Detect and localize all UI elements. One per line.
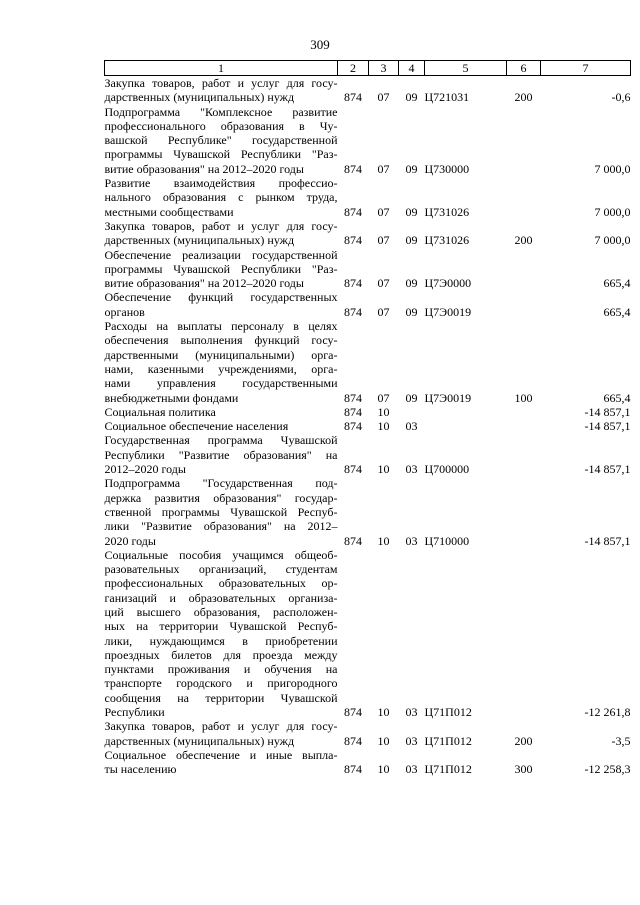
row-name-line: Подпрограмма "Комплексное развитие bbox=[104, 104, 338, 119]
ministry-code: 874 bbox=[344, 161, 362, 176]
column-header: 1 bbox=[105, 61, 338, 76]
table-row bbox=[105, 105, 631, 176]
row-name-line: Республики bbox=[104, 705, 165, 720]
table-row bbox=[105, 548, 631, 720]
amount-value: -14 857,1 bbox=[584, 462, 631, 477]
target-article-code: Ц731026 bbox=[424, 233, 470, 248]
row-name-line: держка развития образования" государ- bbox=[104, 490, 338, 505]
row-name-line: ты населению bbox=[104, 762, 177, 777]
row-name bbox=[105, 176, 338, 219]
expense-type-code bbox=[507, 476, 541, 547]
column-header: 3 bbox=[369, 61, 399, 76]
row-name-line: 2020 годы bbox=[104, 533, 156, 548]
ministry-code: 874 bbox=[344, 705, 362, 720]
target-article-code: Ц721031 bbox=[424, 90, 470, 105]
expense-type-code: 200 bbox=[514, 233, 533, 248]
expense-type-code bbox=[507, 548, 541, 720]
row-name bbox=[105, 405, 338, 419]
row-name-line: нального образования с рынком труда, bbox=[104, 190, 338, 205]
table-row bbox=[105, 419, 631, 433]
row-name-line: лики "Развитие образования" на 2012– bbox=[104, 519, 338, 534]
target-article-code: Ц71П012 bbox=[424, 733, 472, 748]
ministry-code: 874 bbox=[344, 304, 362, 319]
table-row bbox=[105, 176, 631, 219]
ministry-code: 874 bbox=[344, 762, 362, 777]
amount-value: -3,5 bbox=[611, 733, 631, 748]
row-name-line: проездных билетов для проезда между bbox=[104, 647, 338, 662]
subsection-code: 09 bbox=[405, 204, 418, 219]
section-code: 07 bbox=[377, 233, 390, 248]
row-name-line: дарственных (муниципальных) нужд bbox=[104, 733, 295, 748]
row-name-line: пунктами проживания и обучения на bbox=[104, 662, 338, 677]
row-name bbox=[105, 748, 338, 777]
target-article-code bbox=[425, 419, 507, 433]
expense-type-code bbox=[507, 176, 541, 219]
section-code: 10 bbox=[377, 462, 390, 477]
target-article-code: Ц71П012 bbox=[424, 705, 472, 720]
row-name-line: внебюджетными фондами bbox=[104, 390, 239, 405]
ministry-code: 874 bbox=[344, 390, 362, 405]
row-name-line: Республики "Развитие образования" на bbox=[104, 447, 338, 462]
ministry-code: 874 bbox=[344, 233, 362, 248]
subsection-code: 03 bbox=[405, 419, 418, 434]
expense-type-code: 200 bbox=[514, 733, 533, 748]
ministry-code: 874 bbox=[344, 204, 362, 219]
subsection-code: 09 bbox=[405, 161, 418, 176]
table-row bbox=[105, 405, 631, 419]
amount-value: 7 000,0 bbox=[594, 204, 631, 219]
table-row bbox=[105, 76, 631, 105]
column-header: 7 bbox=[541, 61, 631, 76]
row-name-line: Обеспечение реализации государственной bbox=[104, 247, 338, 262]
section-code: 10 bbox=[377, 419, 390, 434]
expense-type-code bbox=[507, 405, 541, 419]
table-row bbox=[105, 433, 631, 476]
expense-type-code: 300 bbox=[514, 762, 533, 777]
row-name-line: дарственными (муниципальными) орга- bbox=[104, 347, 338, 362]
table-row bbox=[105, 248, 631, 291]
column-header: 4 bbox=[399, 61, 425, 76]
ministry-code: 874 bbox=[344, 733, 362, 748]
row-name-line: транспорте городского и пригородного bbox=[104, 676, 338, 691]
row-name-line: местными сообществами bbox=[104, 204, 234, 219]
amount-value: 665,4 bbox=[603, 304, 631, 319]
row-name-line: Подпрограмма "Государственная под- bbox=[104, 476, 338, 491]
row-name bbox=[105, 290, 338, 319]
ministry-code: 874 bbox=[344, 90, 362, 105]
table-row bbox=[105, 290, 631, 319]
row-name-line: Расходы на выплаты персоналу в целях bbox=[104, 319, 338, 334]
row-name-line: Закупка товаров, работ и услуг для госу- bbox=[104, 719, 338, 734]
amount-value: 665,4 bbox=[603, 276, 631, 291]
row-name-line: ных на территории Чувашской Респуб- bbox=[104, 619, 338, 634]
row-name bbox=[105, 219, 338, 248]
expense-type-code bbox=[507, 105, 541, 176]
subsection-code: 03 bbox=[405, 705, 418, 720]
amount-value: 7 000,0 bbox=[594, 161, 631, 176]
subsection-code: 03 bbox=[405, 733, 418, 748]
subsection-code: 09 bbox=[405, 233, 418, 248]
row-name-line: Государственная программа Чувашской bbox=[104, 433, 338, 448]
target-article-code: Ц7Э0000 bbox=[424, 276, 472, 291]
table-body bbox=[105, 76, 631, 777]
row-name-line: ганизаций и образовательных организа- bbox=[104, 590, 338, 605]
subsection-code bbox=[399, 405, 425, 419]
target-article-code: Ц7Э0019 bbox=[424, 390, 472, 405]
row-name bbox=[105, 548, 338, 720]
section-code: 07 bbox=[377, 276, 390, 291]
amount-value: -12 258,3 bbox=[584, 762, 631, 777]
row-name bbox=[105, 419, 338, 433]
expense-type-code: 200 bbox=[514, 90, 533, 105]
ministry-code: 874 bbox=[344, 533, 362, 548]
row-name-line: профессионального образования в Чу- bbox=[104, 118, 338, 133]
target-article-code: Ц71П012 bbox=[424, 762, 472, 777]
section-code: 07 bbox=[377, 390, 390, 405]
ministry-code: 874 bbox=[344, 419, 362, 434]
expense-type-code bbox=[507, 433, 541, 476]
section-code: 10 bbox=[377, 533, 390, 548]
table-row bbox=[105, 748, 631, 777]
row-name bbox=[105, 719, 338, 748]
row-name-line: сообщения на территории Чувашской bbox=[104, 690, 338, 705]
budget-table bbox=[104, 60, 631, 777]
row-name-line: Социальная политика bbox=[104, 404, 216, 419]
subsection-code: 03 bbox=[405, 533, 418, 548]
section-code: 07 bbox=[377, 204, 390, 219]
row-name-line: органов bbox=[104, 304, 145, 319]
row-name-line: Социальное обеспечение населения bbox=[104, 419, 289, 434]
column-header: 5 bbox=[425, 61, 507, 76]
section-code: 10 bbox=[377, 705, 390, 720]
row-name bbox=[105, 319, 338, 405]
row-name-line: программы Чувашской Республики "Раз- bbox=[104, 147, 338, 162]
row-name-line: профессиональных образовательных ор- bbox=[104, 576, 338, 591]
row-name-line: витие образования" на 2012–2020 годы bbox=[104, 276, 304, 291]
amount-value: -14 857,1 bbox=[584, 404, 631, 419]
row-name bbox=[105, 248, 338, 291]
subsection-code: 09 bbox=[405, 90, 418, 105]
expense-type-code bbox=[507, 290, 541, 319]
target-article-code: Ц7Э0019 bbox=[424, 304, 472, 319]
table-row bbox=[105, 719, 631, 748]
table-row bbox=[105, 476, 631, 547]
row-name-line: вашской Республике" государственной bbox=[104, 133, 338, 148]
row-name-line: нами управления государственными bbox=[104, 376, 338, 391]
section-code: 10 bbox=[377, 762, 390, 777]
subsection-code: 09 bbox=[405, 390, 418, 405]
expense-type-code bbox=[507, 248, 541, 291]
row-name-line: Социальное обеспечение и иные выпла- bbox=[104, 747, 338, 762]
section-code: 07 bbox=[377, 161, 390, 176]
row-name bbox=[105, 105, 338, 176]
subsection-code: 09 bbox=[405, 304, 418, 319]
ministry-code: 874 bbox=[344, 404, 362, 419]
column-header-row bbox=[105, 61, 631, 76]
amount-value: 665,4 bbox=[603, 390, 631, 405]
row-name-line: Социальные пособия учащимся общеоб- bbox=[104, 547, 338, 562]
subsection-code: 09 bbox=[405, 276, 418, 291]
row-name-line: Обеспечение функций государственных bbox=[104, 290, 338, 305]
row-name-line: лики, нуждающимся в приобретении bbox=[104, 633, 338, 648]
row-name-line: Закупка товаров, работ и услуг для госу- bbox=[104, 218, 338, 233]
page-number: 309 bbox=[310, 37, 330, 52]
target-article-code: Ц731026 bbox=[424, 204, 470, 219]
row-name-line: ственной программы Чувашской Респуб- bbox=[104, 504, 338, 519]
row-name-line: программы Чувашской Республики "Раз- bbox=[104, 261, 338, 276]
row-name bbox=[105, 76, 338, 105]
row-name-line: нами, казенными учреждениями, орга- bbox=[104, 361, 338, 376]
row-name-line: дарственных (муниципальных) нужд bbox=[104, 90, 295, 105]
expense-type-code bbox=[507, 419, 541, 433]
section-code: 10 bbox=[377, 404, 390, 419]
section-code: 07 bbox=[377, 304, 390, 319]
amount-value: -14 857,1 bbox=[584, 533, 631, 548]
target-article-code: Ц700000 bbox=[424, 462, 470, 477]
amount-value: -14 857,1 bbox=[584, 419, 631, 434]
amount-value: -0,6 bbox=[611, 90, 631, 105]
row-name-line: Развитие взаимодействия профессио- bbox=[104, 176, 338, 191]
table-row bbox=[105, 319, 631, 405]
column-header: 2 bbox=[338, 61, 369, 76]
row-name-line: витие образования" на 2012–2020 годы bbox=[104, 161, 304, 176]
row-name-line: 2012–2020 годы bbox=[104, 462, 186, 477]
ministry-code: 874 bbox=[344, 276, 362, 291]
column-header: 6 bbox=[507, 61, 541, 76]
table-row bbox=[105, 219, 631, 248]
amount-value: 7 000,0 bbox=[594, 233, 631, 248]
row-name-line: разовательных организаций, студентам bbox=[104, 562, 338, 577]
target-article-code: Ц730000 bbox=[424, 161, 470, 176]
amount-value: -12 261,8 bbox=[584, 705, 631, 720]
subsection-code: 03 bbox=[405, 462, 418, 477]
row-name-line: Закупка товаров, работ и услуг для госу- bbox=[104, 76, 338, 90]
row-name bbox=[105, 476, 338, 547]
ministry-code: 874 bbox=[344, 462, 362, 477]
row-name bbox=[105, 433, 338, 476]
row-name-line: ций высшего образования, расположен- bbox=[104, 604, 338, 619]
section-code: 07 bbox=[377, 90, 390, 105]
row-name-line: обеспечения выполнения функций госу- bbox=[104, 333, 338, 348]
target-article-code: Ц710000 bbox=[424, 533, 470, 548]
section-code: 10 bbox=[377, 733, 390, 748]
subsection-code: 03 bbox=[405, 762, 418, 777]
row-name-line: дарственных (муниципальных) нужд bbox=[104, 233, 295, 248]
target-article-code bbox=[425, 405, 507, 419]
expense-type-code: 100 bbox=[514, 390, 533, 405]
